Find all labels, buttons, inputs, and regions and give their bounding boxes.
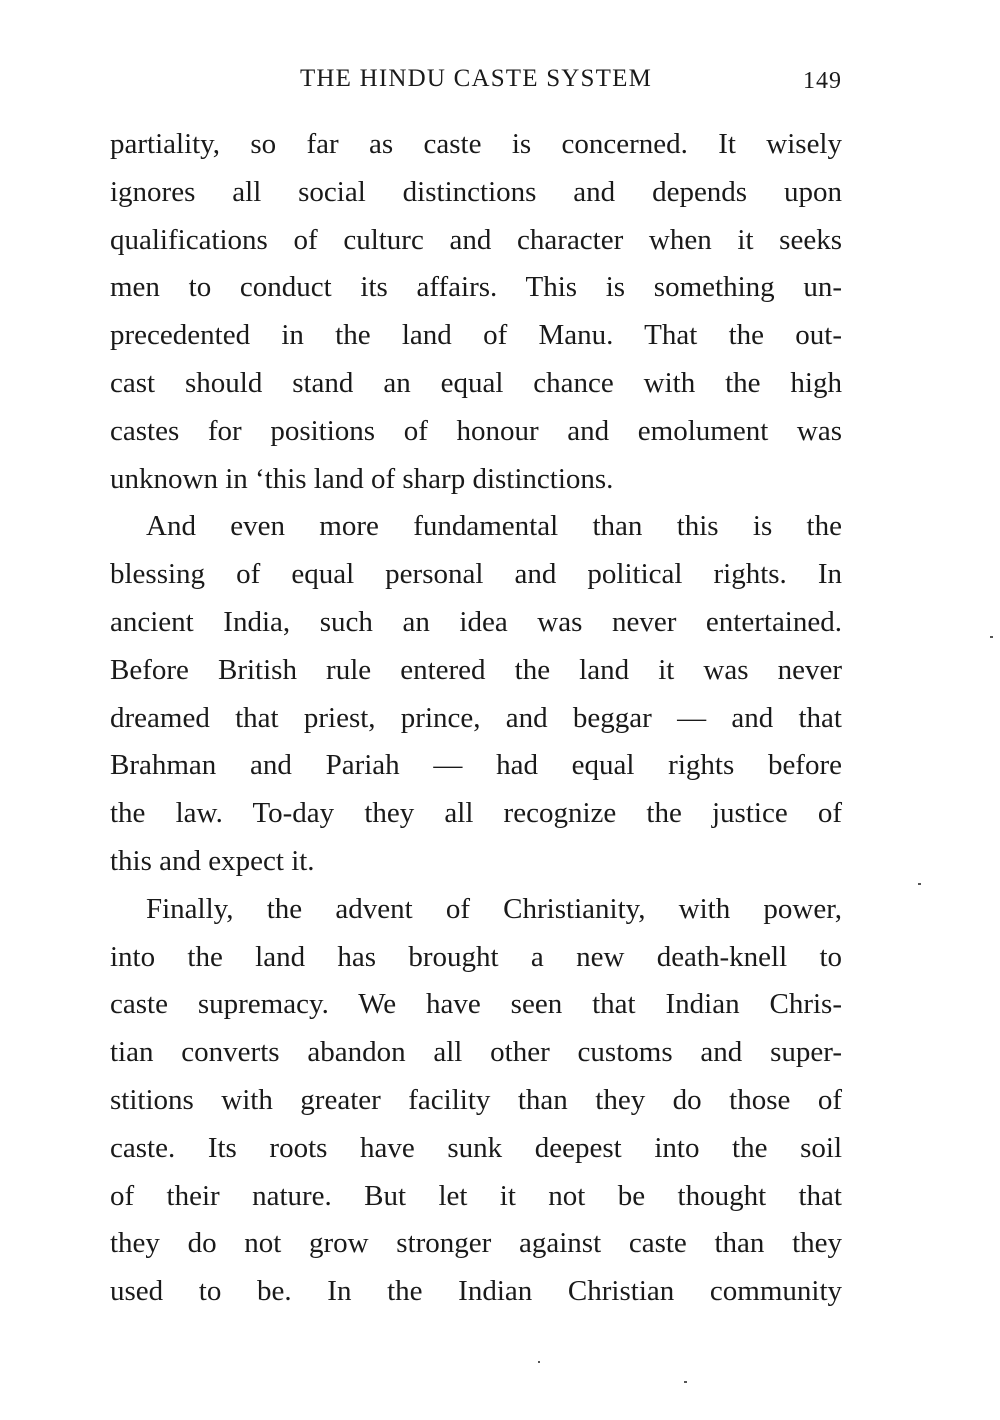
text-line: ancient India, such an idea was never entertained. xyxy=(110,605,842,638)
text-line: dreamed that priest, prince, and beggar — and that xyxy=(110,701,842,734)
page-number: 149 xyxy=(803,68,842,94)
running-title: THE HINDU CASTE SYSTEM xyxy=(299,65,653,92)
text-line: of their nature. But let it not be thought that xyxy=(110,1179,842,1212)
text-line: stitions with greater facility than they do those of xyxy=(110,1083,842,1116)
text-line: Brahman and Pariah — had equal rights before xyxy=(110,749,842,782)
scan-speck xyxy=(538,1361,540,1363)
text-line: they do not grow stronger against caste than they xyxy=(110,1227,842,1260)
text-line: the law. To-day they all recognize the justice of xyxy=(110,797,842,830)
text-line: men to conduct its affairs. This is something un- xyxy=(110,271,842,304)
text-line: precedented in the land of Manu. That the out- xyxy=(110,319,842,352)
text-line: unknown in ‘this land of sharp distinctions. xyxy=(110,462,614,495)
text-line: caste supremacy. We have seen that Indian Chris- xyxy=(110,988,842,1021)
body-text xyxy=(110,121,842,1316)
scan-speck xyxy=(684,1381,687,1383)
text-line: Finally, the advent of Christianity, with power, xyxy=(146,892,842,925)
scan-speck xyxy=(990,636,993,638)
text-line: blessing of equal personal and political rights. In xyxy=(110,558,842,591)
running-head xyxy=(110,62,842,102)
text-line: used to be. In the Indian Christian community xyxy=(110,1275,842,1308)
scan-speck xyxy=(918,883,921,885)
text-line: cast should stand an equal chance with the high xyxy=(110,366,842,399)
text-line: tian converts abandon all other customs and super- xyxy=(110,1036,842,1069)
text-line: qualifications of culturc and character when it seeks xyxy=(110,223,842,256)
text-line: partiality, so far as caste is concerned. It wisely xyxy=(110,128,842,160)
text-line: into the land has brought a new death-knell to xyxy=(110,940,842,973)
text-line: ignores all social distinctions and depends upon xyxy=(110,175,842,208)
text-line: this and expect it. xyxy=(110,844,315,877)
text-line: And even more fundamental than this is the xyxy=(146,510,842,543)
text-line: caste. Its roots have sunk deepest into the soil xyxy=(110,1131,842,1164)
text-line: castes for positions of honour and emolument was xyxy=(110,414,842,447)
text-line: Before British rule entered the land it was never xyxy=(110,653,842,686)
